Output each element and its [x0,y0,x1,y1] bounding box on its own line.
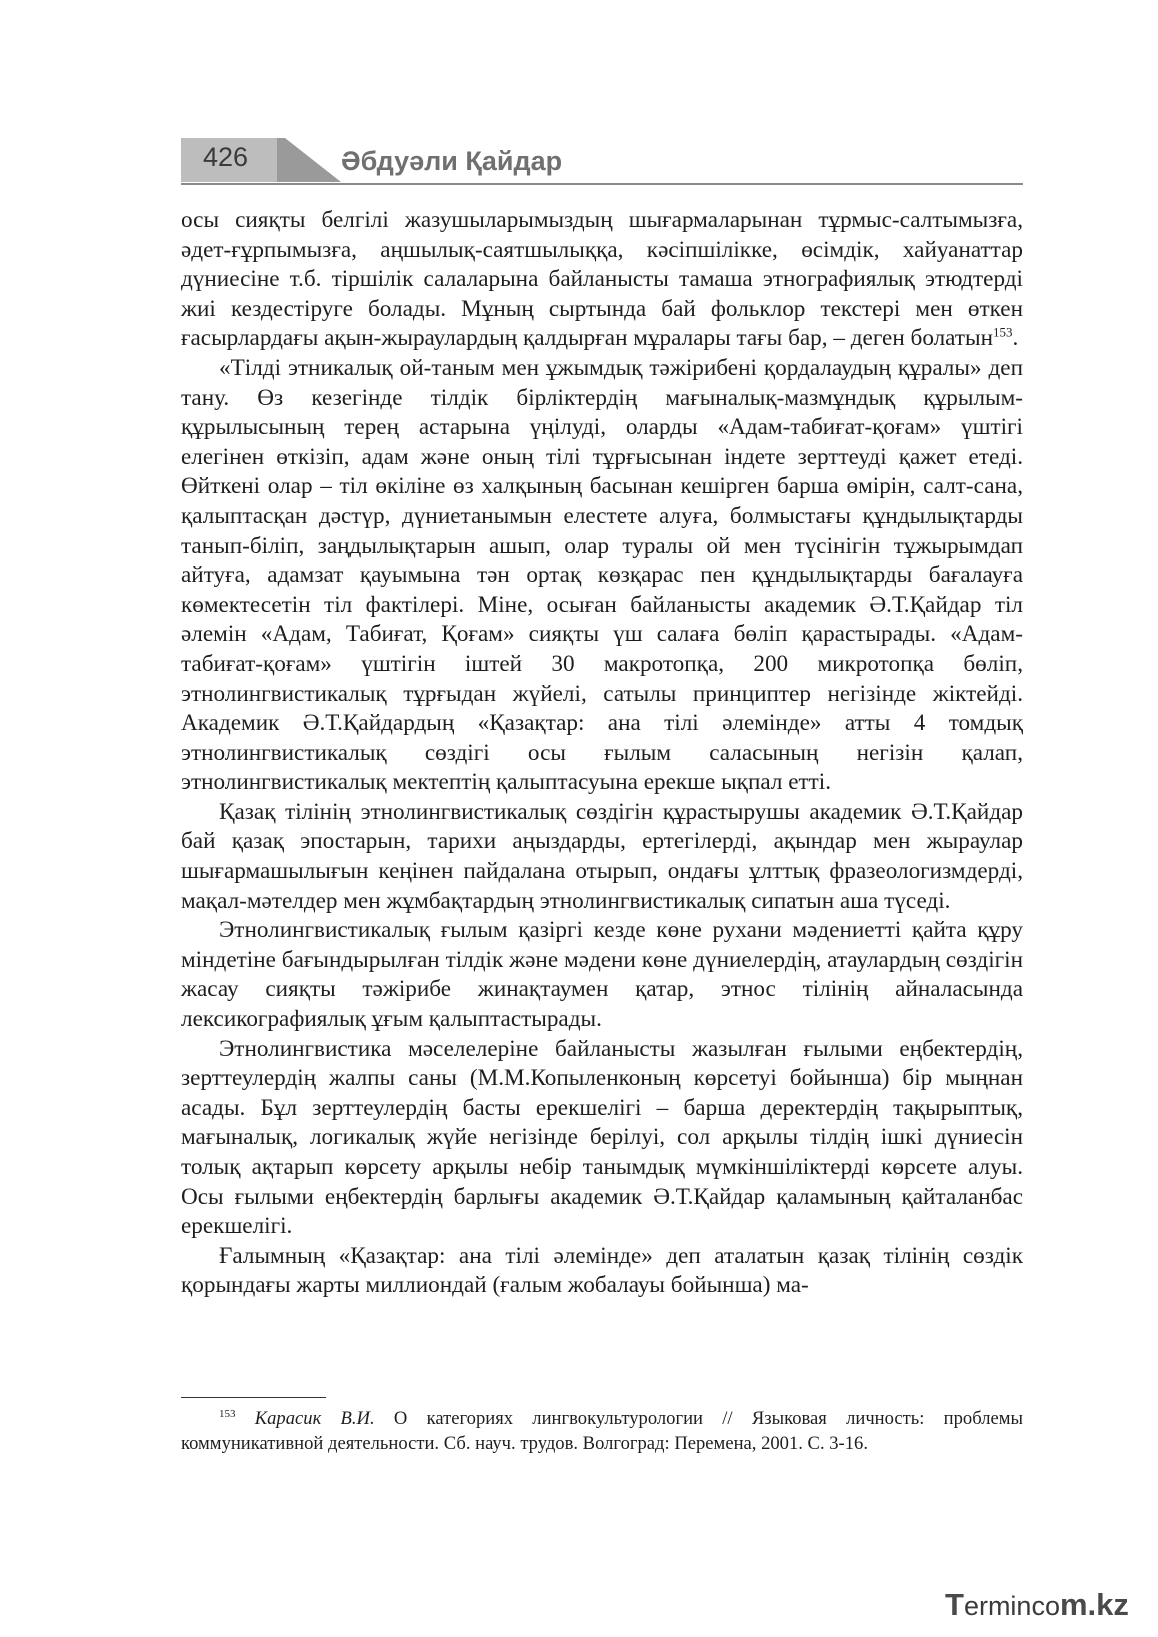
header-triangle-decoration [277,138,341,182]
footnote-number: 153 [219,1407,236,1420]
footnote-entry [181,1406,1023,1456]
watermark-first: T [945,1587,964,1622]
running-header-author: Әбдуәли Қайдар [341,146,563,176]
header-rule [181,183,1023,185]
paragraph-3: Қазақ тілінің этнолингвистикалық сөздігін құрастырушы академик Ә.Т.Қайдар бай қазақ эпостарын, тарихи аңыздарды, ертегілерді, ақындар мен жыраулар шығармашылығын кеңінен пайдалана отырып, ондағы ұлттық фразеологизмдерді, мақал-мәтелдер мен жұмбақтардың этнолингвистикалық сипатын аша түседі. [181,798,1023,914]
paragraph-1 [181,206,1023,354]
paragraph-2: «Тілді этникалық ой-таным мен ұжымдық тәжірибені қордалаудың құралы» деп тану. Өз кезегінде тілдік бірліктердің мағыналық-мазмұндық құрылым-құрылысының терең астарына үңілуді, оларды «Адам-табиғат-қоғам» үштігі елегінен өткізіп, адам және оның тілі тұрғысынан індете зерттеуді қажет етеді. Өйткені олар – тіл өкіліне өз халқының басынан кешірген барша өмірін, салт-сана, қалыптасқан дәстүр, дүниетанымын елестете алуға, болмыстағы құндылықтарды танып-біліп, заңдылықтарын ашып, олар туралы ой мен түсінігін тұжырымдап айтуға, адамзат қауымына тән ортақ көзқарас пен құндылықтарды бағалауға көмектесетін тіл фактілері. Міне, осыған байланысты академик Ә.Т.Қайдар тіл әлемін «Адам, Табиғат, Қоғам» сияқты үш салаға бөліп қарастырады. «Адам-табиғат-қоғам» үштігін іштей 30 макротопқа, 200 микротопқа бөліп, этнолингвистикалық тұрғыдан жүйелі, сатылы принциптер негізінде жіктейді. Академик Ә.Т.Қайдардың «Қазақтар: ана тілі әлемінде» атты 4 томдық этнолингвистикалық сөздігі осы ғылым саласының негізін қалап, этнолингвистикалық мектептің қалыптасуына ерекше ықпал етті. [181,354,1023,796]
page-number: 426 [203,142,249,172]
watermark-tail: m.kz [1059,1587,1129,1622]
footnote-rule [181,1397,326,1398]
paragraph-1-text: осы сияқты белгілі жазушыларымыздың шығармаларынан тұрмыс-салтымызға, әдет-ғұрпымызға, аңшылық-саятшылыққа, кәсіпшілікке, өсімдік, хайуанаттар дүниесіне т.б. тіршілік салаларына байланысты тамаша этнографиялық этюдтерді жиі кездестіруге болады. Мұның сыртында бай фольклор текстері мен өткен ғасырлардағы ақын-жыраулардың қалдырған мұралары тағы бар, – деген болатын [181,207,1023,352]
page-number-box [181,138,277,182]
footnote [181,1406,1023,1456]
footnote-text: О категориях лингвокультурологии // Языковая личность: проблемы коммуникативной деятельности. Сб. науч. трудов. Волгоград: Перемена, 2001. С. 3-16. [181,1408,1024,1454]
paragraph-6: Ғалымның «Қазақтар: ана тілі әлемінде» деп аталатын қазақ тілінің сөздік қорындағы жарты миллиондай (ғалым жобалауы бойынша) ма- [181,1242,1023,1299]
paragraph-4: Этнолингвистикалық ғылым қазіргі кезде көне рухани мәдениетті қайта құру міндетіне бағындырылған тілдік және мәдени көне дүниелердің, атаулардың сөздігін жасау сияқты тәжірибе жинақтаумен қатар, этнос тілінің айналасында лексикографиялық ұғым қалыптастырады. [181,917,1023,1033]
footnote-author: Карасик В.И. [254,1408,375,1429]
footnote-ref: 153 [993,324,1013,340]
watermark-rest: erminc [963,1591,1045,1621]
termincom-watermark [945,1587,1129,1623]
paragraph-5: Этнолингвистика мәселелеріне байланысты жазылған ғылыми еңбектердің, зерттеулердің жалпы саны (М.М.Копыленконың көрсетуі бойынша) бір мыңнан асады. Бұл зерттеулердің басты ерекшелігі – барша деректердің тақырыптық, мағыналық, логикалық жүйе негізінде берілуі, сол арқылы тілдің ішкі дүниесін толық ақтарып көрсету арқылы небір танымдық мүмкіншіліктерді көрсете алуы. Осы ғылыми еңбектердің барлығы академик Ә.Т.Қайдар қаламының қайталанбас ерекшелігі. [181,1035,1023,1240]
watermark-magnifier-o: o [1044,1591,1060,1621]
page-header [181,138,1023,188]
body-text [181,206,1023,1301]
paragraph-1-end: . [1012,325,1019,352]
